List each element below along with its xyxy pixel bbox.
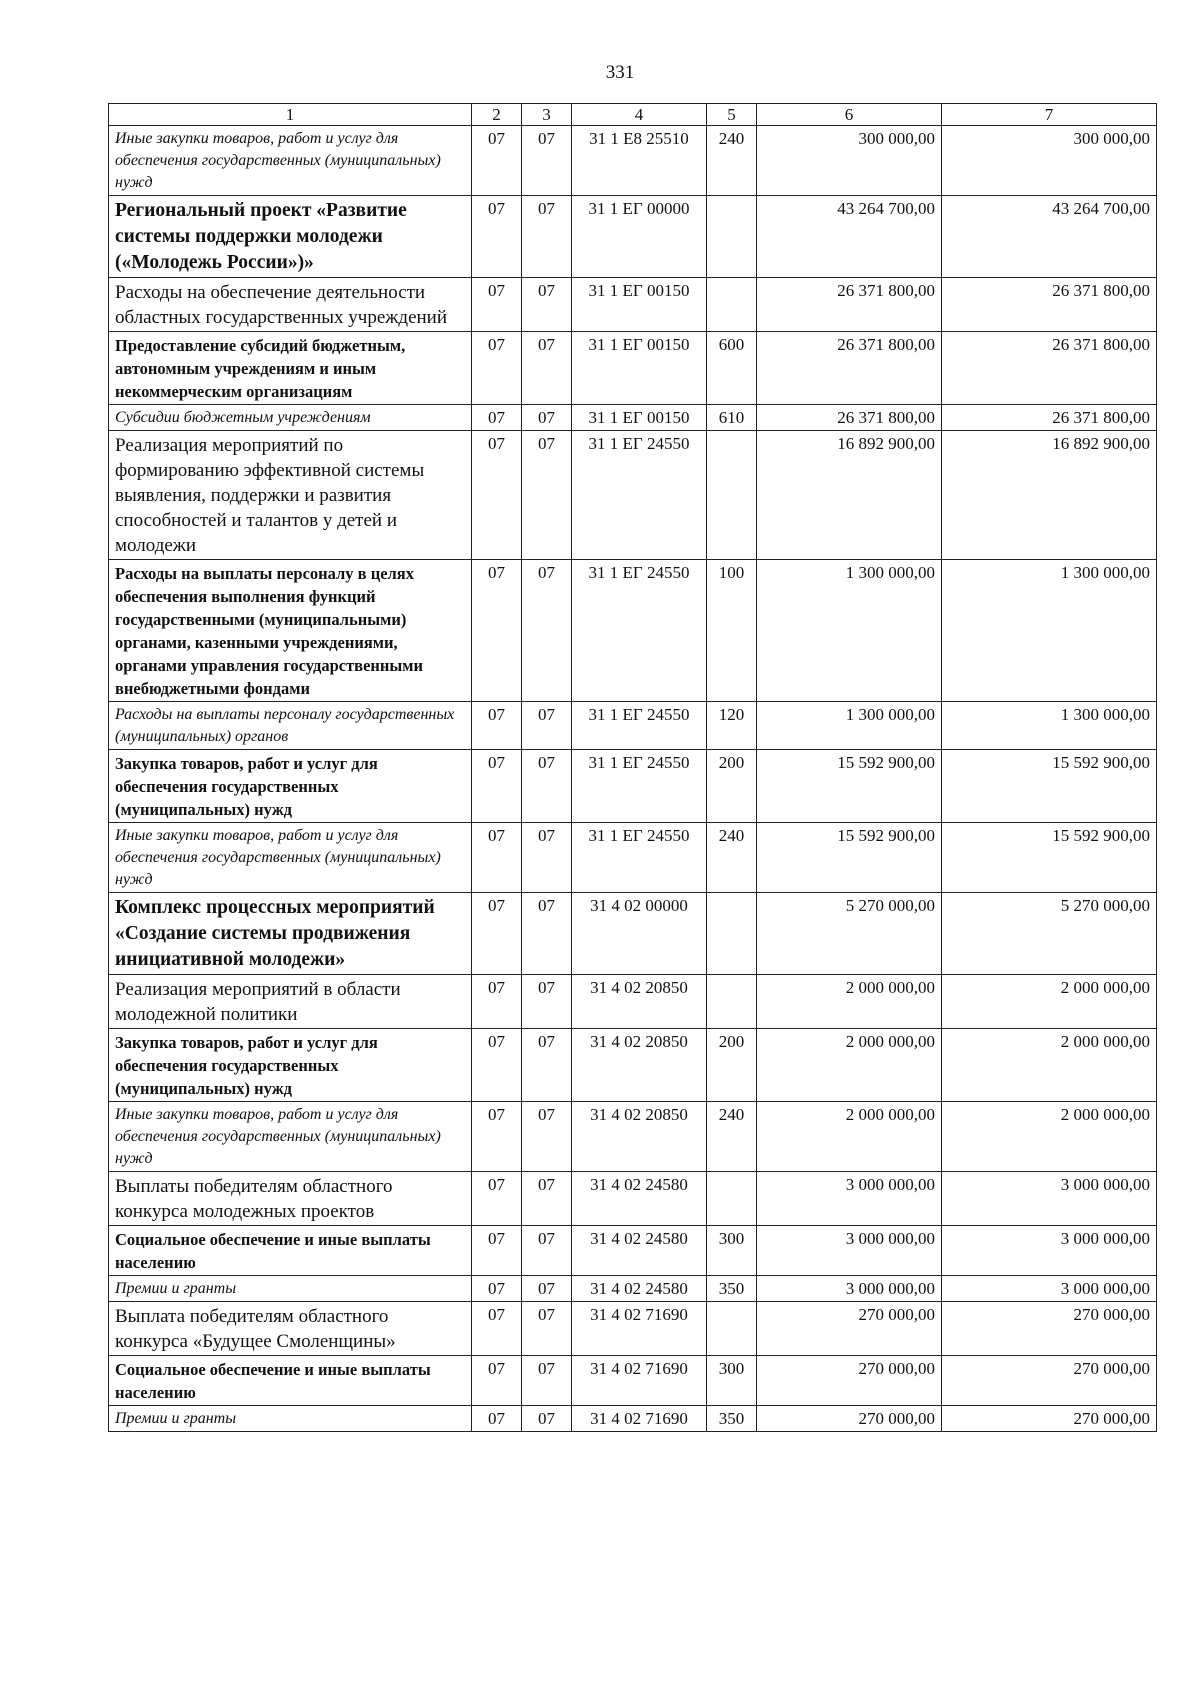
subsection-code: 07	[522, 278, 572, 332]
table-row	[109, 405, 1157, 431]
expense-type-code	[707, 893, 757, 975]
amount-year-1: 26 371 800,00	[757, 278, 942, 332]
subsection-code: 07	[522, 750, 572, 823]
expense-type-code: 240	[707, 823, 757, 893]
section-code: 07	[472, 1226, 522, 1276]
amount-year-2: 5 270 000,00	[942, 893, 1157, 975]
target-article-code: 31 1 ЕГ 24550	[572, 431, 707, 560]
row-description: Иные закупки товаров, работ и услуг для обеспечения государственных (муниципальных) нужд	[109, 126, 472, 196]
amount-year-2: 2 000 000,00	[942, 1029, 1157, 1102]
row-description: Иные закупки товаров, работ и услуг для обеспечения государственных (муниципальных) нужд	[109, 823, 472, 893]
amount-year-1: 270 000,00	[757, 1302, 942, 1356]
amount-year-2: 16 892 900,00	[942, 431, 1157, 560]
target-article-code: 31 4 02 71690	[572, 1302, 707, 1356]
subsection-code: 07	[522, 893, 572, 975]
section-code: 07	[472, 431, 522, 560]
section-code: 07	[472, 750, 522, 823]
amount-year-2: 1 300 000,00	[942, 702, 1157, 750]
row-description: Предоставление субсидий бюджетным, автономным учреждениям и иным некоммерческим организациям	[109, 332, 472, 405]
amount-year-2: 2 000 000,00	[942, 975, 1157, 1029]
amount-year-2: 15 592 900,00	[942, 823, 1157, 893]
amount-year-1: 300 000,00	[757, 126, 942, 196]
section-code: 07	[472, 1276, 522, 1302]
expense-type-code	[707, 975, 757, 1029]
amount-year-2: 3 000 000,00	[942, 1172, 1157, 1226]
amount-year-1: 3 000 000,00	[757, 1276, 942, 1302]
amount-year-1: 26 371 800,00	[757, 405, 942, 431]
subsection-code: 07	[522, 1226, 572, 1276]
table-row	[109, 823, 1157, 893]
target-article-code: 31 1 ЕГ 00000	[572, 196, 707, 278]
table-row	[109, 975, 1157, 1029]
table-row	[109, 702, 1157, 750]
table-row	[109, 1172, 1157, 1226]
amount-year-1: 1 300 000,00	[757, 560, 942, 702]
amount-year-2: 270 000,00	[942, 1302, 1157, 1356]
target-article-code: 31 1 ЕГ 24550	[572, 560, 707, 702]
target-article-code: 31 4 02 71690	[572, 1356, 707, 1406]
table-row	[109, 750, 1157, 823]
table-row	[109, 1406, 1157, 1432]
table-row	[109, 893, 1157, 975]
amount-year-2: 3 000 000,00	[942, 1226, 1157, 1276]
table-row	[109, 1029, 1157, 1102]
subsection-code: 07	[522, 1302, 572, 1356]
subsection-code: 07	[522, 332, 572, 405]
subsection-code: 07	[522, 702, 572, 750]
target-article-code: 31 1 ЕГ 00150	[572, 278, 707, 332]
table-row	[109, 560, 1157, 702]
row-description: Социальное обеспечение и иные выплаты населению	[109, 1356, 472, 1406]
amount-year-1: 1 300 000,00	[757, 702, 942, 750]
expense-type-code: 610	[707, 405, 757, 431]
row-description: Социальное обеспечение и иные выплаты населению	[109, 1226, 472, 1276]
expense-type-code: 240	[707, 1102, 757, 1172]
table-body	[109, 104, 1157, 1432]
table-row	[109, 1356, 1157, 1406]
amount-year-2: 15 592 900,00	[942, 750, 1157, 823]
row-description: Расходы на выплаты персоналу в целях обеспечения выполнения функций государственными (муниципальными) органами, казенными учреждениями, органами управления государственными внебюджетными фондами	[109, 560, 472, 702]
amount-year-1: 15 592 900,00	[757, 750, 942, 823]
section-code: 07	[472, 126, 522, 196]
section-code: 07	[472, 1102, 522, 1172]
subsection-code: 07	[522, 1102, 572, 1172]
table-row	[109, 431, 1157, 560]
expense-type-code: 350	[707, 1406, 757, 1432]
section-code: 07	[472, 332, 522, 405]
target-article-code: 31 4 02 20850	[572, 975, 707, 1029]
row-description: Иные закупки товаров, работ и услуг для обеспечения государственных (муниципальных) нужд	[109, 1102, 472, 1172]
row-description: Реализация мероприятий в области молодежной политики	[109, 975, 472, 1029]
section-code: 07	[472, 823, 522, 893]
section-code: 07	[472, 405, 522, 431]
page-number: 331	[605, 62, 635, 83]
row-description: Расходы на обеспечение деятельности областных государственных учреждений	[109, 278, 472, 332]
target-article-code: 31 1 Е8 25510	[572, 126, 707, 196]
row-description: Субсидии бюджетным учреждениям	[109, 405, 472, 431]
row-description: Комплекс процессных мероприятий «Создание системы продвижения инициативной молодежи»	[109, 893, 472, 975]
target-article-code: 31 1 ЕГ 24550	[572, 823, 707, 893]
subsection-code: 07	[522, 405, 572, 431]
target-article-code: 31 1 ЕГ 00150	[572, 405, 707, 431]
section-code: 07	[472, 196, 522, 278]
amount-year-1: 270 000,00	[757, 1356, 942, 1406]
amount-year-1: 3 000 000,00	[757, 1172, 942, 1226]
row-description: Реализация мероприятий по формированию эффективной системы выявления, поддержки и развития способностей и талантов у детей и молодежи	[109, 431, 472, 560]
subsection-code: 07	[522, 1276, 572, 1302]
section-code: 07	[472, 975, 522, 1029]
amount-year-1: 2 000 000,00	[757, 975, 942, 1029]
row-description: Премии и гранты	[109, 1406, 472, 1432]
amount-year-1: 270 000,00	[757, 1406, 942, 1432]
amount-year-2: 43 264 700,00	[942, 196, 1157, 278]
amount-year-1: 2 000 000,00	[757, 1029, 942, 1102]
table-row	[109, 278, 1157, 332]
table-row	[109, 1226, 1157, 1276]
expense-type-code: 300	[707, 1356, 757, 1406]
subsection-code: 07	[522, 1029, 572, 1102]
expense-type-code: 200	[707, 750, 757, 823]
amount-year-2: 270 000,00	[942, 1406, 1157, 1432]
column-header: 2	[472, 104, 522, 126]
amount-year-1: 2 000 000,00	[757, 1102, 942, 1172]
target-article-code: 31 1 ЕГ 24550	[572, 750, 707, 823]
row-description: Премии и гранты	[109, 1276, 472, 1302]
target-article-code: 31 4 02 71690	[572, 1406, 707, 1432]
amount-year-2: 2 000 000,00	[942, 1102, 1157, 1172]
subsection-code: 07	[522, 1356, 572, 1406]
row-description: Выплата победителям областного конкурса «Будущее Смоленщины»	[109, 1302, 472, 1356]
expense-type-code	[707, 431, 757, 560]
subsection-code: 07	[522, 126, 572, 196]
subsection-code: 07	[522, 431, 572, 560]
amount-year-1: 43 264 700,00	[757, 196, 942, 278]
amount-year-1: 5 270 000,00	[757, 893, 942, 975]
subsection-code: 07	[522, 1172, 572, 1226]
target-article-code: 31 4 02 20850	[572, 1029, 707, 1102]
expense-type-code: 100	[707, 560, 757, 702]
column-header: 5	[707, 104, 757, 126]
expense-type-code: 120	[707, 702, 757, 750]
expense-type-code	[707, 1172, 757, 1226]
row-description: Выплаты победителям областного конкурса молодежных проектов	[109, 1172, 472, 1226]
subsection-code: 07	[522, 196, 572, 278]
target-article-code: 31 4 02 24580	[572, 1226, 707, 1276]
row-description: Закупка товаров, работ и услуг для обеспечения государственных (муниципальных) нужд	[109, 1029, 472, 1102]
section-code: 07	[472, 702, 522, 750]
expense-type-code: 200	[707, 1029, 757, 1102]
subsection-code: 07	[522, 1406, 572, 1432]
table-row	[109, 1102, 1157, 1172]
amount-year-1: 15 592 900,00	[757, 823, 942, 893]
amount-year-1: 16 892 900,00	[757, 431, 942, 560]
amount-year-1: 26 371 800,00	[757, 332, 942, 405]
table-row	[109, 1276, 1157, 1302]
expense-type-code: 300	[707, 1226, 757, 1276]
column-header: 7	[942, 104, 1157, 126]
section-code: 07	[472, 278, 522, 332]
table-row	[109, 196, 1157, 278]
table-row	[109, 332, 1157, 405]
table-row	[109, 1302, 1157, 1356]
section-code: 07	[472, 893, 522, 975]
section-code: 07	[472, 1356, 522, 1406]
amount-year-2: 1 300 000,00	[942, 560, 1157, 702]
amount-year-2: 270 000,00	[942, 1356, 1157, 1406]
amount-year-2: 26 371 800,00	[942, 278, 1157, 332]
target-article-code: 31 4 02 24580	[572, 1276, 707, 1302]
column-header: 4	[572, 104, 707, 126]
column-header: 1	[109, 104, 472, 126]
table-row	[109, 126, 1157, 196]
target-article-code: 31 4 02 20850	[572, 1102, 707, 1172]
amount-year-2: 26 371 800,00	[942, 332, 1157, 405]
expense-type-code: 350	[707, 1276, 757, 1302]
section-code: 07	[472, 560, 522, 702]
target-article-code: 31 4 02 00000	[572, 893, 707, 975]
target-article-code: 31 4 02 24580	[572, 1172, 707, 1226]
target-article-code: 31 1 ЕГ 24550	[572, 702, 707, 750]
target-article-code: 31 1 ЕГ 00150	[572, 332, 707, 405]
section-code: 07	[472, 1406, 522, 1432]
row-description: Расходы на выплаты персоналу государственных (муниципальных) органов	[109, 702, 472, 750]
budget-table	[108, 103, 1157, 1432]
row-description: Закупка товаров, работ и услуг для обеспечения государственных (муниципальных) нужд	[109, 750, 472, 823]
amount-year-1: 3 000 000,00	[757, 1226, 942, 1276]
subsection-code: 07	[522, 975, 572, 1029]
expense-type-code	[707, 278, 757, 332]
table-header-row	[109, 104, 1157, 126]
expense-type-code	[707, 1302, 757, 1356]
section-code: 07	[472, 1302, 522, 1356]
section-code: 07	[472, 1172, 522, 1226]
column-header: 3	[522, 104, 572, 126]
section-code: 07	[472, 1029, 522, 1102]
amount-year-2: 3 000 000,00	[942, 1276, 1157, 1302]
subsection-code: 07	[522, 823, 572, 893]
expense-type-code: 600	[707, 332, 757, 405]
subsection-code: 07	[522, 560, 572, 702]
row-description: Региональный проект «Развитие системы поддержки молодежи («Молодежь России»)»	[109, 196, 472, 278]
amount-year-2: 26 371 800,00	[942, 405, 1157, 431]
amount-year-2: 300 000,00	[942, 126, 1157, 196]
expense-type-code: 240	[707, 126, 757, 196]
expense-type-code	[707, 196, 757, 278]
column-header: 6	[757, 104, 942, 126]
